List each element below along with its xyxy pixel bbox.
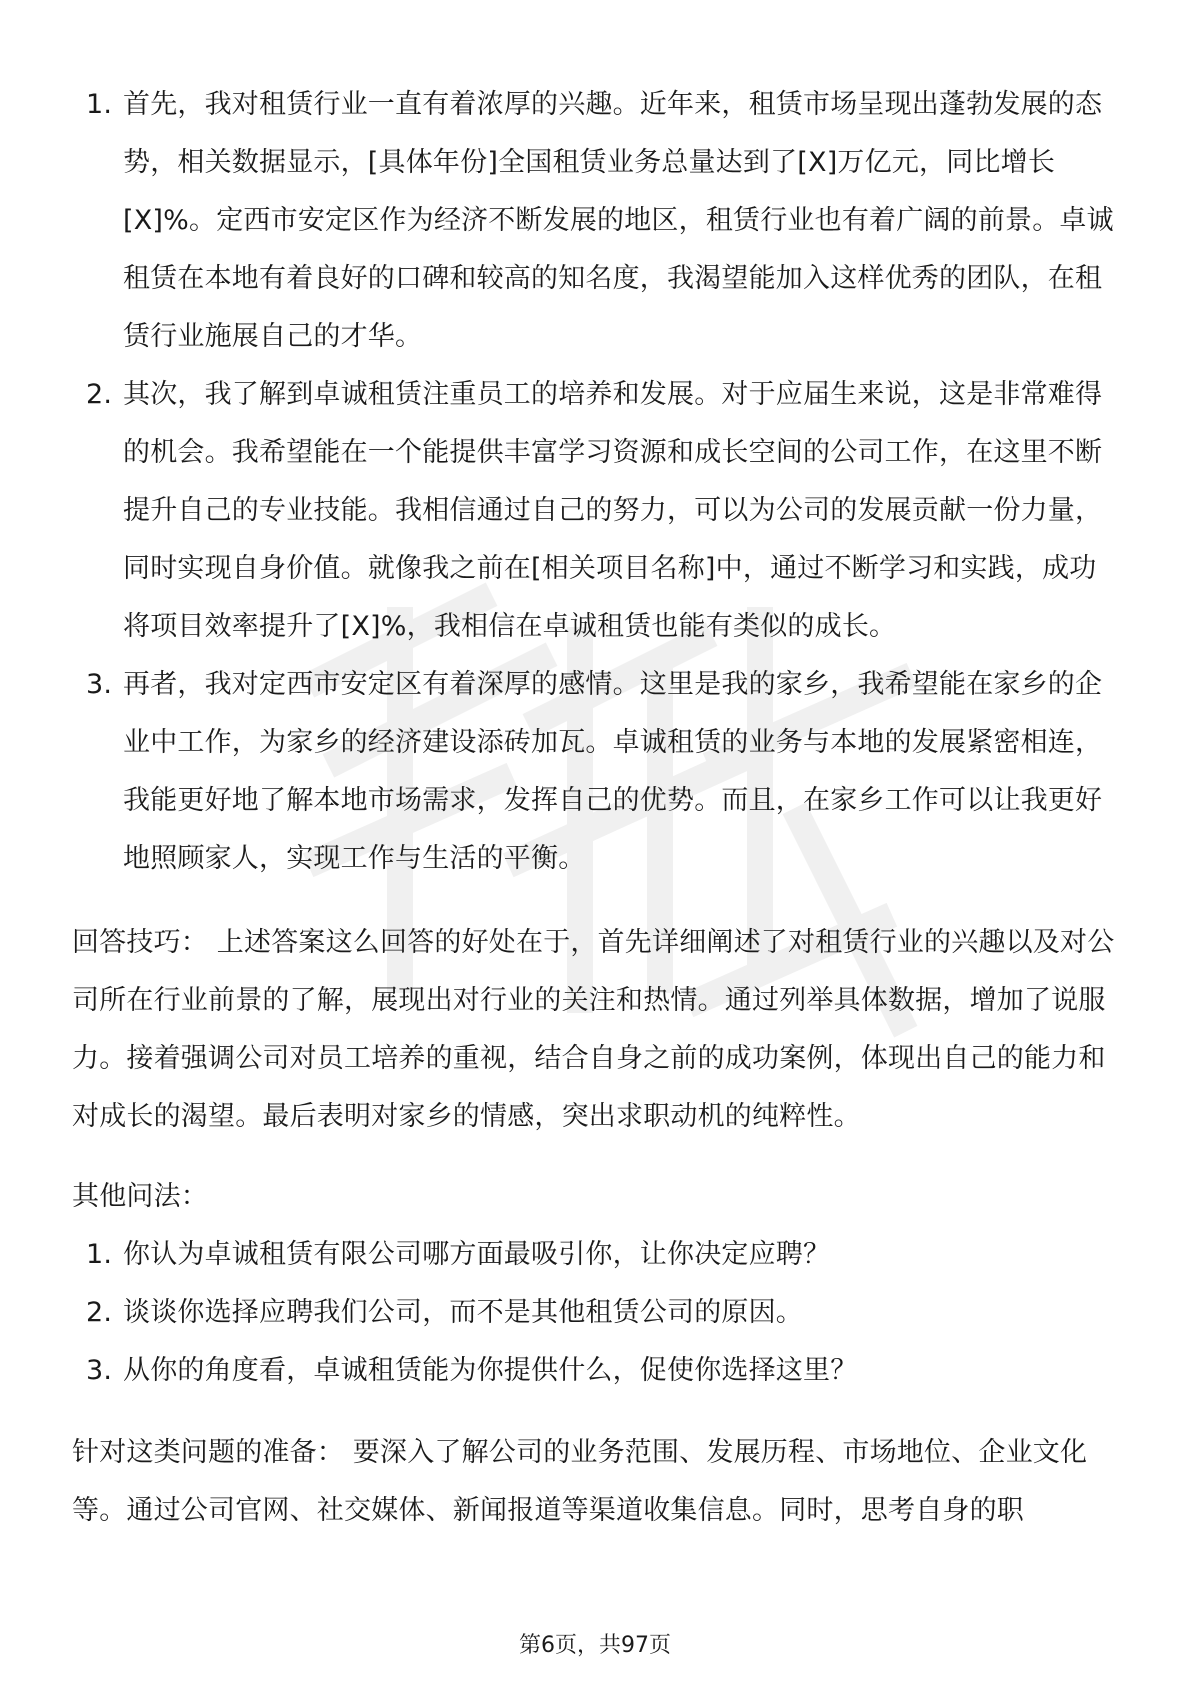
list-item-text: 再者，我对定西市安定区有着深厚的感情。这里是我的家乡，我希望能在家乡的企业中工作，为家乡的经济建设添砖加瓦。卓诚租赁的业务与本地的发展紧密相连，我能更好地了解本地市场需求，发挥自己的优势。而且，在家乡工作可以让我更好地照顾家人，实现工作与生活的平衡。 xyxy=(123,669,1103,874)
preparation-text: 要深入了解公司的业务范围、发展历程、市场地位、企业文化等。通过公司官网、社交媒体、新闻报道等渠道收集信息。同时，思考自身的职 xyxy=(72,1437,1088,1526)
list-item-text: 其次，我了解到卓诚租赁注重员工的培养和发展。对于应届生来说，这是非常难得的机会。我希望能在一个能提供丰富学习资源和成长空间的公司工作，在这里不断提升自己的专业技能。我相信通过自己的努力，可以为公司的发展贡献一份力量，同时实现自身价值。就像我之前在[相关项目名称]中，通过不断学习和实践，成功将项目效率提升了[X]%，我相信在卓诚租赁也能有类似的成长。 xyxy=(123,379,1103,642)
preparation-label: 针对这类问题的准备： xyxy=(72,1437,344,1468)
answer-tip-text: 上述答案这么回答的好处在于，首先详细阐述了对租赁行业的兴趣以及对公司所在行业前景的了解，展现出对行业的关注和热情。通过列举具体数据，增加了说服力。接着强调公司对员工培养的重视，结合自身之前的成功案例，体现出自己的能力和对成长的渴望。最后表明对家乡的情感，突出求职动机的纯粹性。 xyxy=(72,927,1115,1132)
list-item xyxy=(72,1284,1122,1342)
list-item-text: 从你的角度看，卓诚租赁能为你提供什么，促使你选择这里？ xyxy=(123,1355,858,1386)
list-item-number: 1. xyxy=(86,89,113,120)
list-item xyxy=(72,1342,1122,1400)
page-number-footer: 第6页，共97页 xyxy=(519,1633,671,1658)
page-content xyxy=(72,76,1122,1540)
list-item-number: 2. xyxy=(86,1297,113,1328)
list-item-number: 2. xyxy=(86,379,113,410)
list-item-text: 谈谈你选择应聘我们公司，而不是其他租赁公司的原因。 xyxy=(123,1297,803,1328)
answer-list xyxy=(72,76,1122,888)
list-item-number: 3. xyxy=(86,1355,113,1386)
other-questions-label: 其他问法： xyxy=(72,1181,208,1212)
list-item xyxy=(72,366,1122,656)
list-item-text: 首先，我对租赁行业一直有着浓厚的兴趣。近年来，租赁市场呈现出蓬勃发展的态势，相关数据显示，[具体年份]全国租赁业务总量达到了[X]万亿元，同比增长[X]%。定西市安定区作为经济不断发展的地区，租赁行业也有着广阔的前景。卓诚租赁在本地有着良好的口碑和较高的知名度，我渴望能加入这样优秀的团队，在租赁行业施展自己的才华。 xyxy=(123,89,1114,352)
preparation-paragraph xyxy=(72,1424,1122,1540)
answer-tip-label: 回答技巧： xyxy=(72,927,208,958)
list-item-number: 1. xyxy=(86,1239,113,1270)
list-item-text: 你认为卓诚租赁有限公司哪方面最吸引你，让你决定应聘？ xyxy=(123,1239,831,1270)
list-item-number: 3. xyxy=(86,669,113,700)
other-questions-list xyxy=(72,1226,1122,1400)
answer-tip-paragraph xyxy=(72,914,1122,1146)
list-item xyxy=(72,1226,1122,1284)
list-item xyxy=(72,76,1122,366)
list-item xyxy=(72,656,1122,888)
